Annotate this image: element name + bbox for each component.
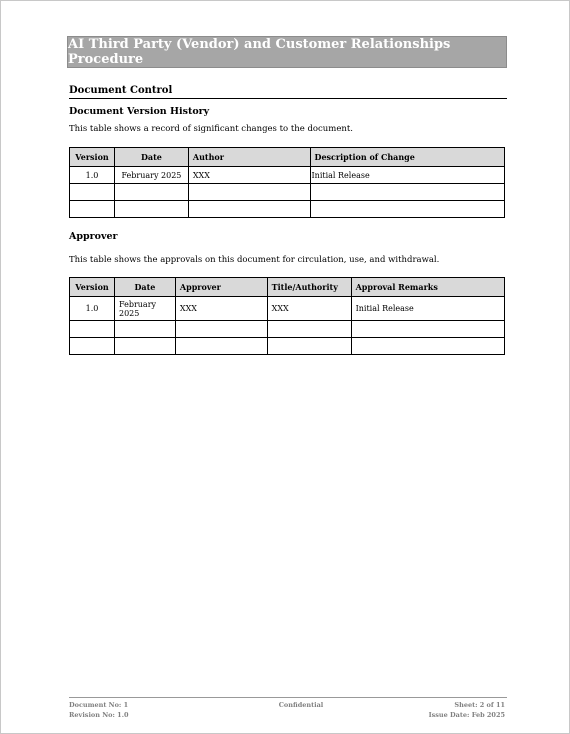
table-header-row: [70, 278, 505, 297]
table-cell: 1.0: [70, 167, 115, 184]
approver-intro: This table shows the approvals on this document for circulation, use, and withdrawal.: [69, 255, 440, 265]
table-cell: 1.0: [70, 297, 115, 321]
document-title-banner: [67, 36, 507, 68]
table-cell: [70, 201, 115, 218]
footer-sheet: Sheet: 2 of 11: [454, 701, 505, 709]
table-cell: [267, 338, 351, 355]
table-cell: [310, 201, 504, 218]
document-title: AI Third Party (Vendor) and Customer Relationships Procedure: [68, 37, 451, 67]
column-header: Title/Authority: [267, 278, 351, 297]
approver-heading: Approver: [69, 231, 118, 242]
table-cell: [175, 321, 267, 338]
approver-table: [69, 277, 505, 355]
column-header: Version: [70, 148, 115, 167]
section-title-document-control: Document Control: [69, 85, 507, 99]
table-row: [70, 167, 505, 184]
footer-document-no: Document No: 1: [69, 701, 129, 709]
table-cell: [351, 321, 504, 338]
table-cell: [114, 201, 188, 218]
version-history-table: [69, 147, 505, 218]
column-header: Approval Remarks: [351, 278, 504, 297]
table-row: [70, 297, 505, 321]
column-header: Description of Change: [310, 148, 504, 167]
footer-revision-no: Revision No: 1.0: [69, 711, 129, 719]
table-cell: XXX: [188, 167, 310, 184]
table-row: [70, 201, 505, 218]
column-header: Author: [188, 148, 310, 167]
table-cell: [114, 338, 175, 355]
table-row: [70, 338, 505, 355]
column-header: Date: [114, 278, 175, 297]
table-cell: [70, 184, 115, 201]
table-cell: [70, 321, 115, 338]
table-cell: February 2025: [114, 297, 175, 321]
table-cell: [188, 201, 310, 218]
column-header: Date: [114, 148, 188, 167]
footer-confidential: Confidential: [278, 701, 324, 709]
footer-divider: [69, 697, 507, 698]
table-header-row: [70, 148, 505, 167]
table-cell: XXX: [267, 297, 351, 321]
version-history-intro: This table shows a record of significant changes to the document.: [69, 124, 353, 134]
table-cell: Initial Release: [310, 167, 504, 184]
table-row: [70, 321, 505, 338]
column-header: Version: [70, 278, 115, 297]
table-cell: [188, 184, 310, 201]
table-cell: [267, 321, 351, 338]
table-cell: XXX: [175, 297, 267, 321]
table-cell: [351, 338, 504, 355]
version-history-heading: Document Version History: [69, 106, 210, 117]
table-cell: [175, 338, 267, 355]
column-header: Approver: [175, 278, 267, 297]
table-cell: [70, 338, 115, 355]
table-cell: Initial Release: [351, 297, 504, 321]
table-cell: [310, 184, 504, 201]
footer-issue-date: Issue Date: Feb 2025: [428, 711, 505, 719]
table-cell: [114, 321, 175, 338]
table-cell: [114, 184, 188, 201]
table-cell: February 2025: [114, 167, 188, 184]
table-row: [70, 184, 505, 201]
